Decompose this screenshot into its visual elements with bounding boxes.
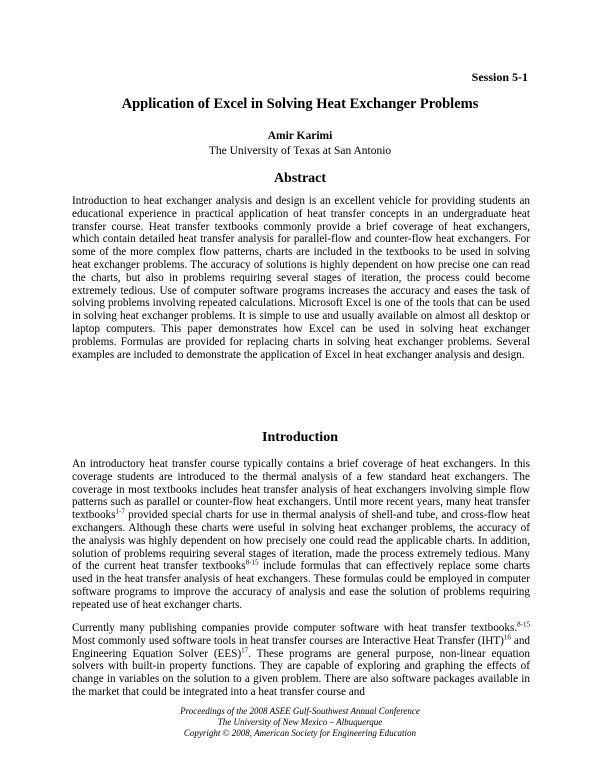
session-label: Session 5-1 bbox=[471, 70, 528, 84]
footer-university: The University of New Mexico – Albuquerque bbox=[217, 717, 383, 727]
paper-title: Application of Excel in Solving Heat Exchanger Problems bbox=[121, 96, 479, 112]
citation-8-15-b: 8-15 bbox=[517, 620, 530, 629]
intro-p2-text-c: and Engineering Equation Solver (EES) bbox=[72, 634, 531, 660]
page-footer bbox=[0, 706, 600, 739]
abstract-heading: Abstract bbox=[273, 171, 327, 186]
intro-p2-text-d: . These programs are general purpose, non-linear equation solvers with built-in property functions. They are capable of exploring and graphing the effects of change in variables on the solution to a given problem. There are also software packages available in the market that could be integrated into a heat transfer course and bbox=[72, 647, 530, 698]
intro-p1-text-b: provided special charts for use in thermal analysis of shell-and tube, and cross-flow heat exchangers. Although these charts were useful in solving heat exchanger problems, the accuracy of the analysis was highly dependent on how precisely one could read the applicable charts. In addition, solution of problems requiring several stages of iteration, made the process extremely tedious. Many of the current heat transfer textbooks bbox=[72, 509, 530, 573]
introduction-paragraph-2 bbox=[72, 622, 530, 699]
introduction-paragraph-1 bbox=[72, 458, 530, 612]
intro-p1-text-a: An introductory heat transfer course typically contains a brief coverage of heat exchangers. In this coverage students are introduced to the thermal analysis of a few standard heat exchangers. The coverage in most textbooks includes heat transfer analysis of heat exchangers involving simple flow patterns such as parallel or counter-flow heat exchangers. Until more recent years, many heat transfer textbooks bbox=[72, 458, 530, 522]
abstract-paragraph: Introduction to heat exchanger analysis and design is an excellent vehicle for providing students an educational experience in practical application of heat transfer concepts in an undergraduate heat transfer course. Heat transfer textbooks commonly provide a brief coverage of heat exchangers, which contain detailed heat transfer analysis for parallel-flow and counter-flow heat exchangers. For some of the more complex flow patterns, charts are included in the textbooks to be used in solving heat exchanger problems. The accuracy of solutions is highly dependent on how precise one can read the charts, but also in problems requiring several stages of iteration, the process could become extremely tedious. Use of computer software programs increases the accuracy and eases the task of solving problems involving repeated calculations. Microsoft Excel is one of the tools that can be used in solving heat exchanger problems. It is simple to use and usually available on almost all desktop or laptop computers. This paper demonstrates how Excel can be used in solving heat exchanger problems. Formulas are provided for replacing charts in solving heat exchanger problems. Several examples are included to demonstrate the application of Excel in heat exchanger analysis and design. bbox=[72, 195, 530, 361]
intro-p2-text-a: Currently many publishing companies provide computer software with heat transfer textbooks. bbox=[72, 622, 518, 634]
citation-8-15: 8-15 bbox=[245, 558, 259, 567]
intro-p1-text-c: include formulas that can effectively replace some charts used in the heat transfer analysis of heat exchangers. These formulas could be employed in computer software programs to improve the accuracy of analysis and ease the solution of problems requiring repeated use of heat exchanger charts. bbox=[72, 560, 530, 611]
citation-16: 16 bbox=[503, 633, 511, 642]
footer-conference: Proceedings of the 2008 ASEE Gulf-Southwest Annual Conference bbox=[180, 706, 420, 716]
footer-copyright: Copyright © 2008, American Society for Engineering Education bbox=[183, 728, 417, 738]
citation-1-7: 1-7 bbox=[115, 507, 125, 516]
citation-17: 17 bbox=[241, 645, 249, 654]
introduction-heading: Introduction bbox=[262, 430, 338, 445]
author-affiliation: The University of Texas at San Antonio bbox=[208, 145, 392, 157]
author-name: Amir Karimi bbox=[267, 130, 333, 142]
intro-p2-text-b: Most commonly used software tools in heat transfer courses are Interactive Heat Transfer (IHT) bbox=[72, 634, 504, 647]
